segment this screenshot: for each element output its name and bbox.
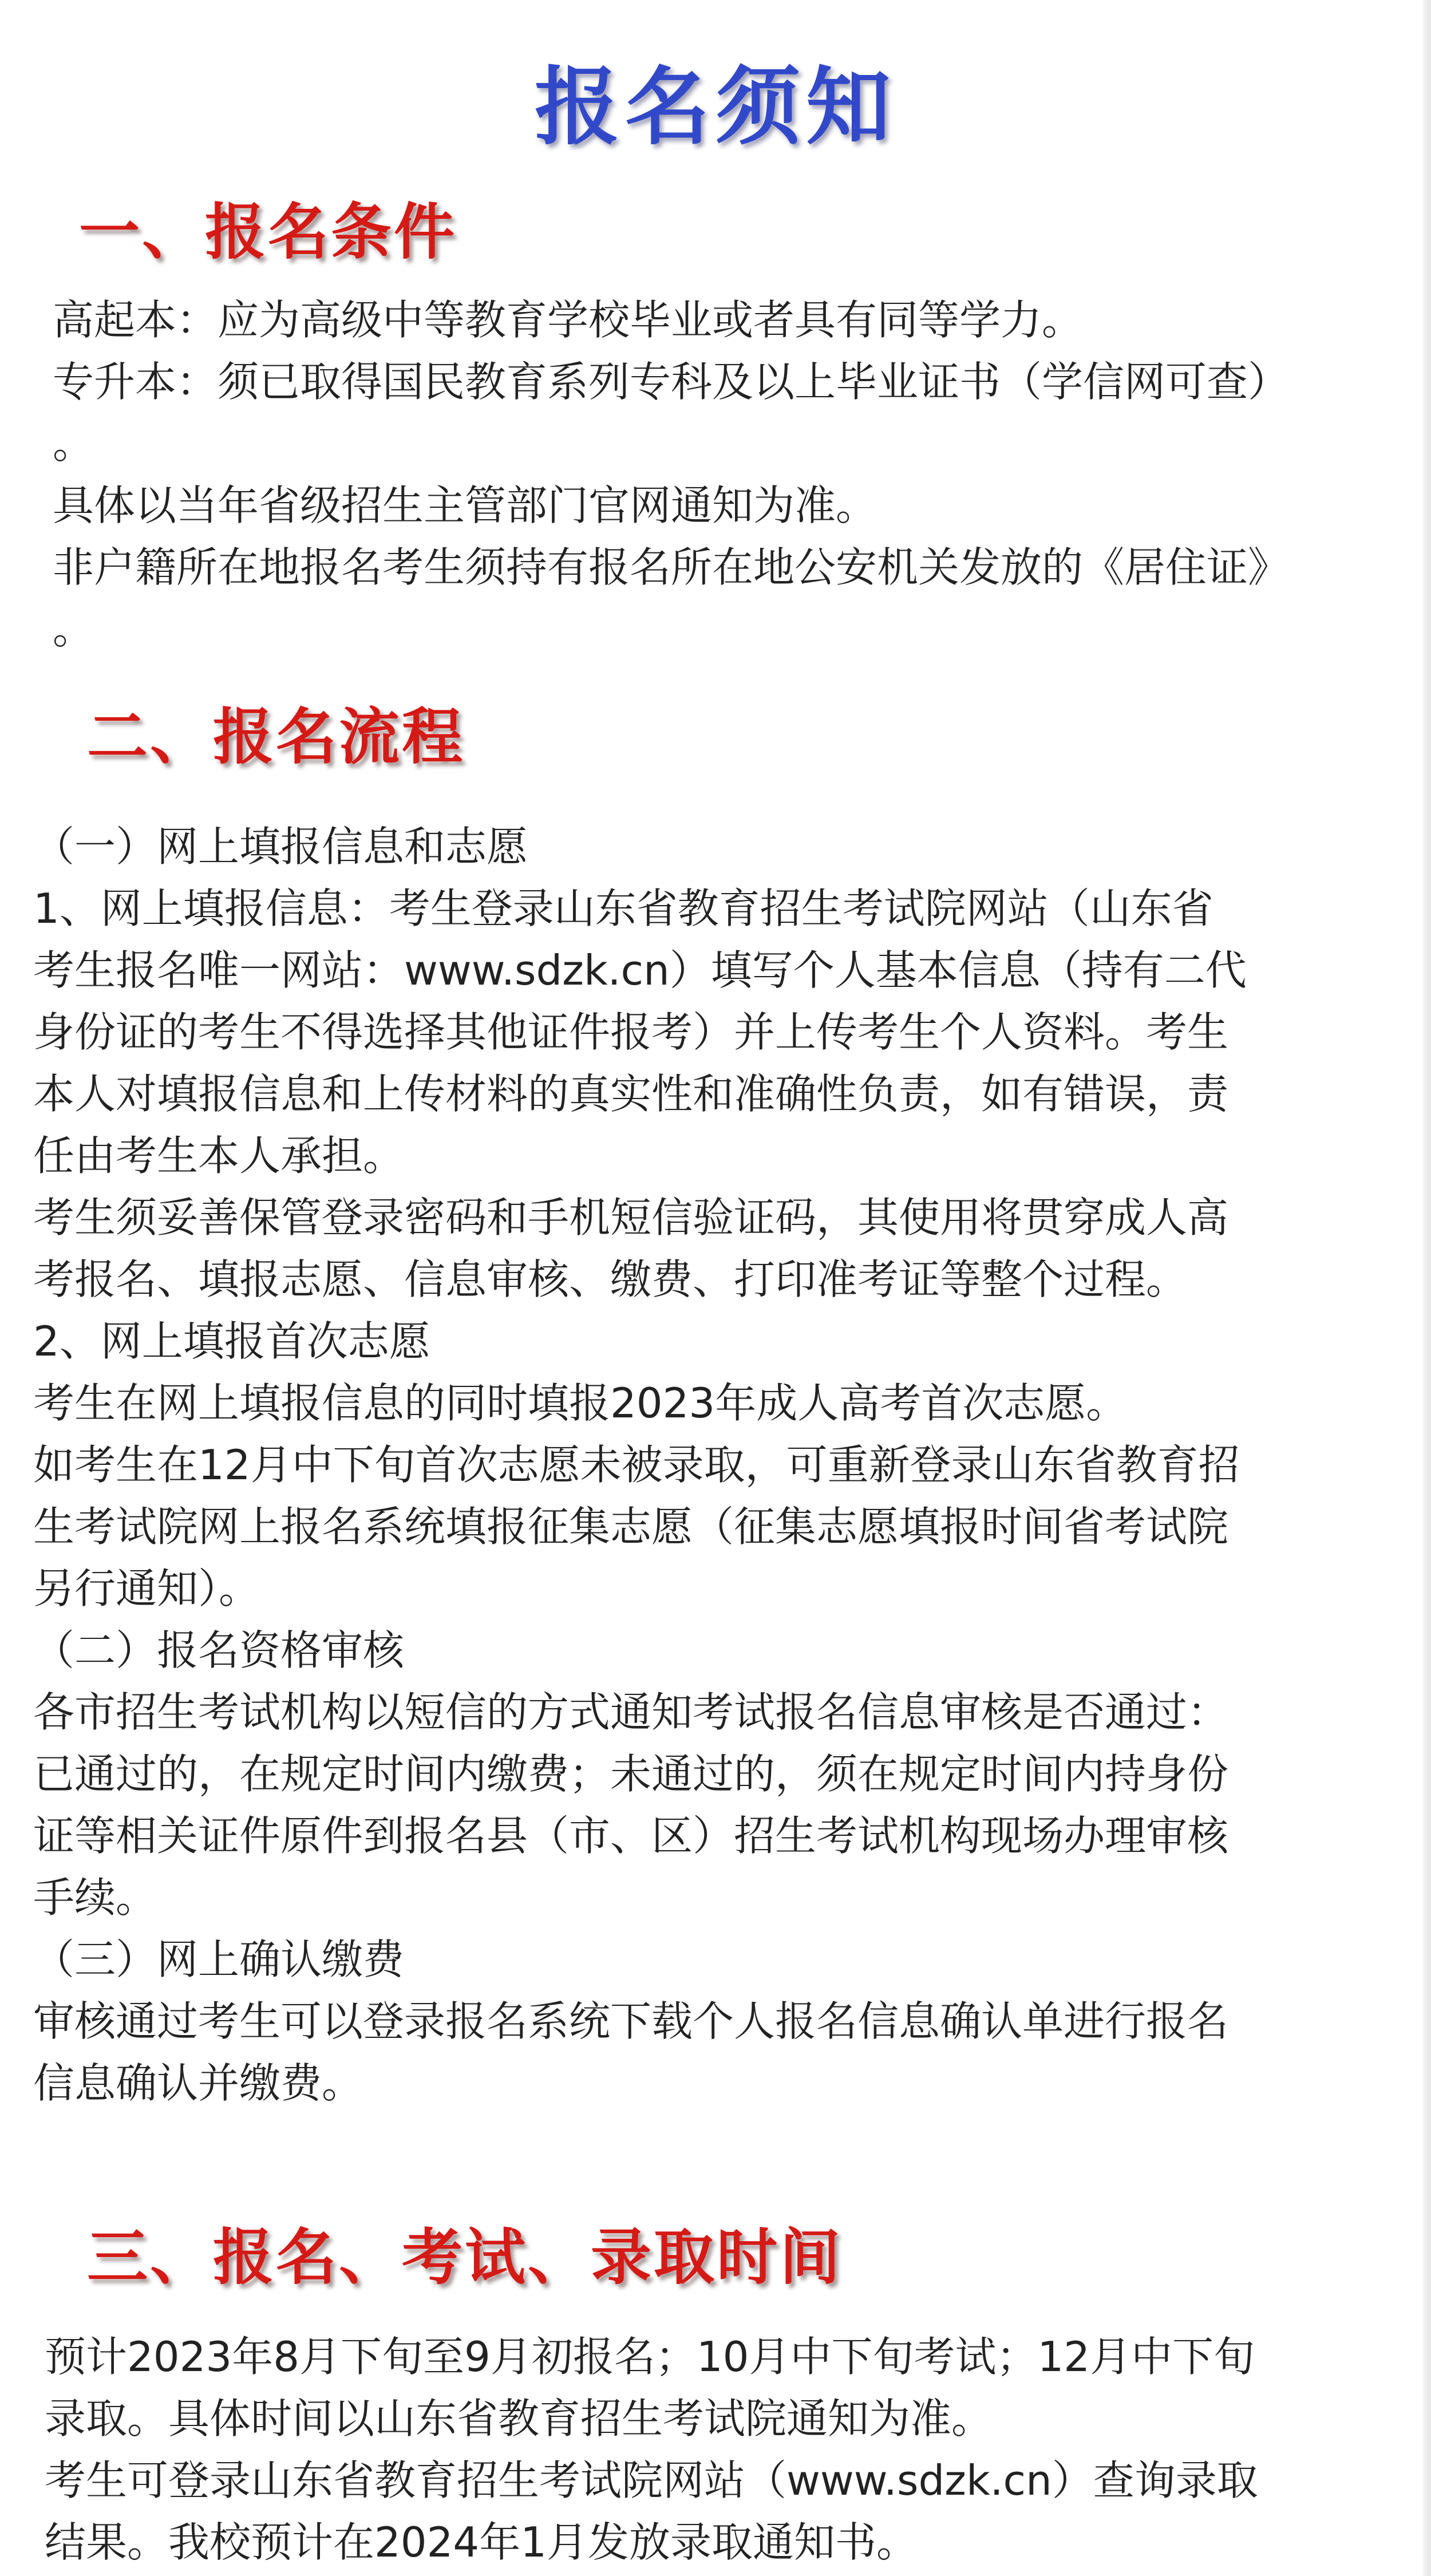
- text-line: 身份证的考生不得选择其他证件报考）并上传考生个人资料。考生: [33, 1008, 1229, 1056]
- text-line: 各市招生考试机构以短信的方式通知考试报名信息审核是否通过：: [33, 1688, 1229, 1736]
- page-edge: [1423, 0, 1431, 2576]
- text-line: 考生可登录山东省教育招生考试院网站（www.sdzk.cn）查询录取: [45, 2456, 1258, 2504]
- text-line: 录取。具体时间以山东省教育招生考试院通知为准。: [45, 2395, 993, 2443]
- text-line: 专升本：须已取得国民教育系列专科及以上毕业证书（学信网可查）: [53, 358, 1290, 406]
- text-line: 。: [53, 420, 94, 468]
- text-line: 任由考生本人承担。: [33, 1132, 405, 1180]
- section-heading-requirements: 一、报名条件: [79, 196, 457, 267]
- text-line: 非户籍所在地报名考生须持有报名所在地公安机关发放的《居住证》: [53, 543, 1290, 591]
- text-line: 手续。: [33, 1874, 157, 1922]
- page-title: 报名须知: [535, 58, 896, 156]
- section-heading-timeline: 三、报名、考试、录取时间: [87, 2221, 843, 2293]
- text-line: 1、网上填报信息：考生登录山东省教育招生考试院网站（山东省: [33, 884, 1213, 933]
- text-line: 高起本：应为高级中等教育学校毕业或者具有同等学力。: [53, 296, 1084, 344]
- text-line: 结果。我校预计在2024年1月发放录取通知书。: [45, 2518, 918, 2566]
- text-line: 如考生在12月中下旬首次志愿未被录取，可重新登录山东省教育招: [33, 1441, 1240, 1489]
- text-line: 预计2023年8月下旬至9月初报名；10月中下旬考试；12月中下旬: [45, 2333, 1255, 2381]
- section-requirements-body: [53, 289, 1415, 660]
- text-line: 证等相关证件原件到报名县（市、区）招生考试机构现场办理审核: [33, 1812, 1229, 1860]
- text-line: 生考试院网上报名系统填报征集志愿（征集志愿填报时间省考试院: [33, 1503, 1229, 1551]
- text-line: 另行通知）。: [33, 1564, 260, 1613]
- text-line: 考生报名唯一网站：www.sdzk.cn）填写个人基本信息（持有二代: [33, 946, 1247, 994]
- section-heading-process: 二、报名流程: [87, 701, 465, 772]
- section-timeline-body: [45, 2326, 1418, 2573]
- section-process-body: [33, 816, 1407, 2114]
- text-line: 审核通过考生可以登录报名系统下载个人报名信息确认单进行报名: [33, 1997, 1229, 2045]
- text-line: 2、网上填报首次志愿: [33, 1317, 430, 1365]
- text-line: 信息确认并缴费。: [33, 2059, 363, 2107]
- text-line: 已通过的，在规定时间内缴费；未通过的，须在规定时间内持身份: [33, 1750, 1229, 1798]
- text-line: （一）网上填报信息和志愿: [33, 823, 528, 871]
- text-line: （三）网上确认缴费: [33, 1935, 405, 1984]
- text-line: 考报名、填报志愿、信息审核、缴费、打印准考证等整个过程。: [33, 1255, 1188, 1303]
- text-line: 考生须妥善保管登录密码和手机短信验证码，其使用将贯穿成人高: [33, 1194, 1229, 1242]
- text-line: 本人对填报信息和上传材料的真实性和准确性负责，如有错误，责: [33, 1070, 1229, 1118]
- text-line: 考生在网上填报信息的同时填报2023年成人高考首次志愿。: [33, 1379, 1128, 1427]
- text-line: 。: [53, 605, 94, 653]
- text-line: （二）报名资格审核: [33, 1626, 405, 1674]
- text-line: 具体以当年省级招生主管部门官网通知为准。: [53, 481, 877, 530]
